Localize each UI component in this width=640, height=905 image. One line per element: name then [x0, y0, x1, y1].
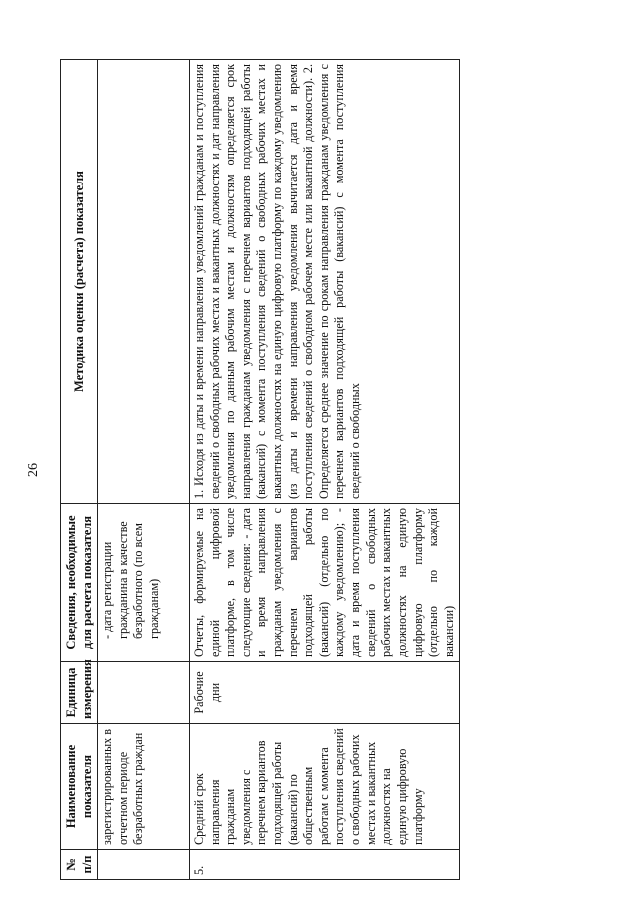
table-header-row	[61, 60, 98, 880]
cell-method: 1. Исходя из даты и времени направления уведомлений гражданам и поступления сведений о свободных рабочих местах и вакантных должностях и дат направления уведомления по данным рабочим местам и должностям определяется срок направления гражданам уведомления с перечнем вариантов подходящей работы (вакансий) с момента поступления сведений о свободных рабочих местах и вакантных должностях на единую цифровую платформу по каждому уведомлению (из даты и времени направления уведомления вычитается дата и время поступления сведений о свободном рабочем месте или вакантной должности). 2. Определяется среднее значение по срокам направления гражданам уведомления с перечнем вариантов подходящей работы (вакансий) с момента поступления сведений о свободных	[190, 60, 460, 504]
indicator-table	[60, 59, 460, 880]
table-row	[190, 60, 460, 880]
page-number: 26	[26, 463, 41, 477]
cell-method	[98, 60, 190, 504]
cell-num	[98, 850, 190, 880]
cell-name: Средний срок направления гражданам уведомления с перечнем вариантов подходящей работы (вакансий) по общественным работам с момента поступления сведений о свободных рабочих местах и вакантных должностях на единую цифровую платформу	[190, 724, 460, 850]
header-num: № п/п	[61, 850, 98, 880]
cell-unit	[98, 662, 190, 724]
cell-unit: Рабочие дни	[190, 662, 460, 724]
cell-name: зарегистрированных в отчетном периоде безработных граждан	[98, 724, 190, 850]
cell-num: 5.	[190, 850, 460, 880]
table-row	[98, 60, 190, 880]
header-method: Методика оценки (расчета) показателя	[61, 60, 98, 504]
rotated-content	[26, 60, 560, 880]
cell-info: - дата регистрации гражданина в качестве безработного (по всем гражданам)	[98, 504, 190, 662]
header-name: Наименование показателя	[61, 724, 98, 850]
header-info: Сведения, необходимые для расчета показателя	[61, 504, 98, 662]
header-unit: Единица измерения	[61, 662, 98, 724]
cell-info: Отчеты, формируемые на единой цифровой платформе, в том числе следующие сведения: - дата и время направления гражданам уведомления с перечнем вариантов подходящей работы (вакансий) (отдельно по каждому уведомлению); - дата и время поступления сведений о свободных рабочих местах и вакантных должностях на единую цифровую платформу (отдельно по каждой вакансии)	[190, 504, 460, 662]
